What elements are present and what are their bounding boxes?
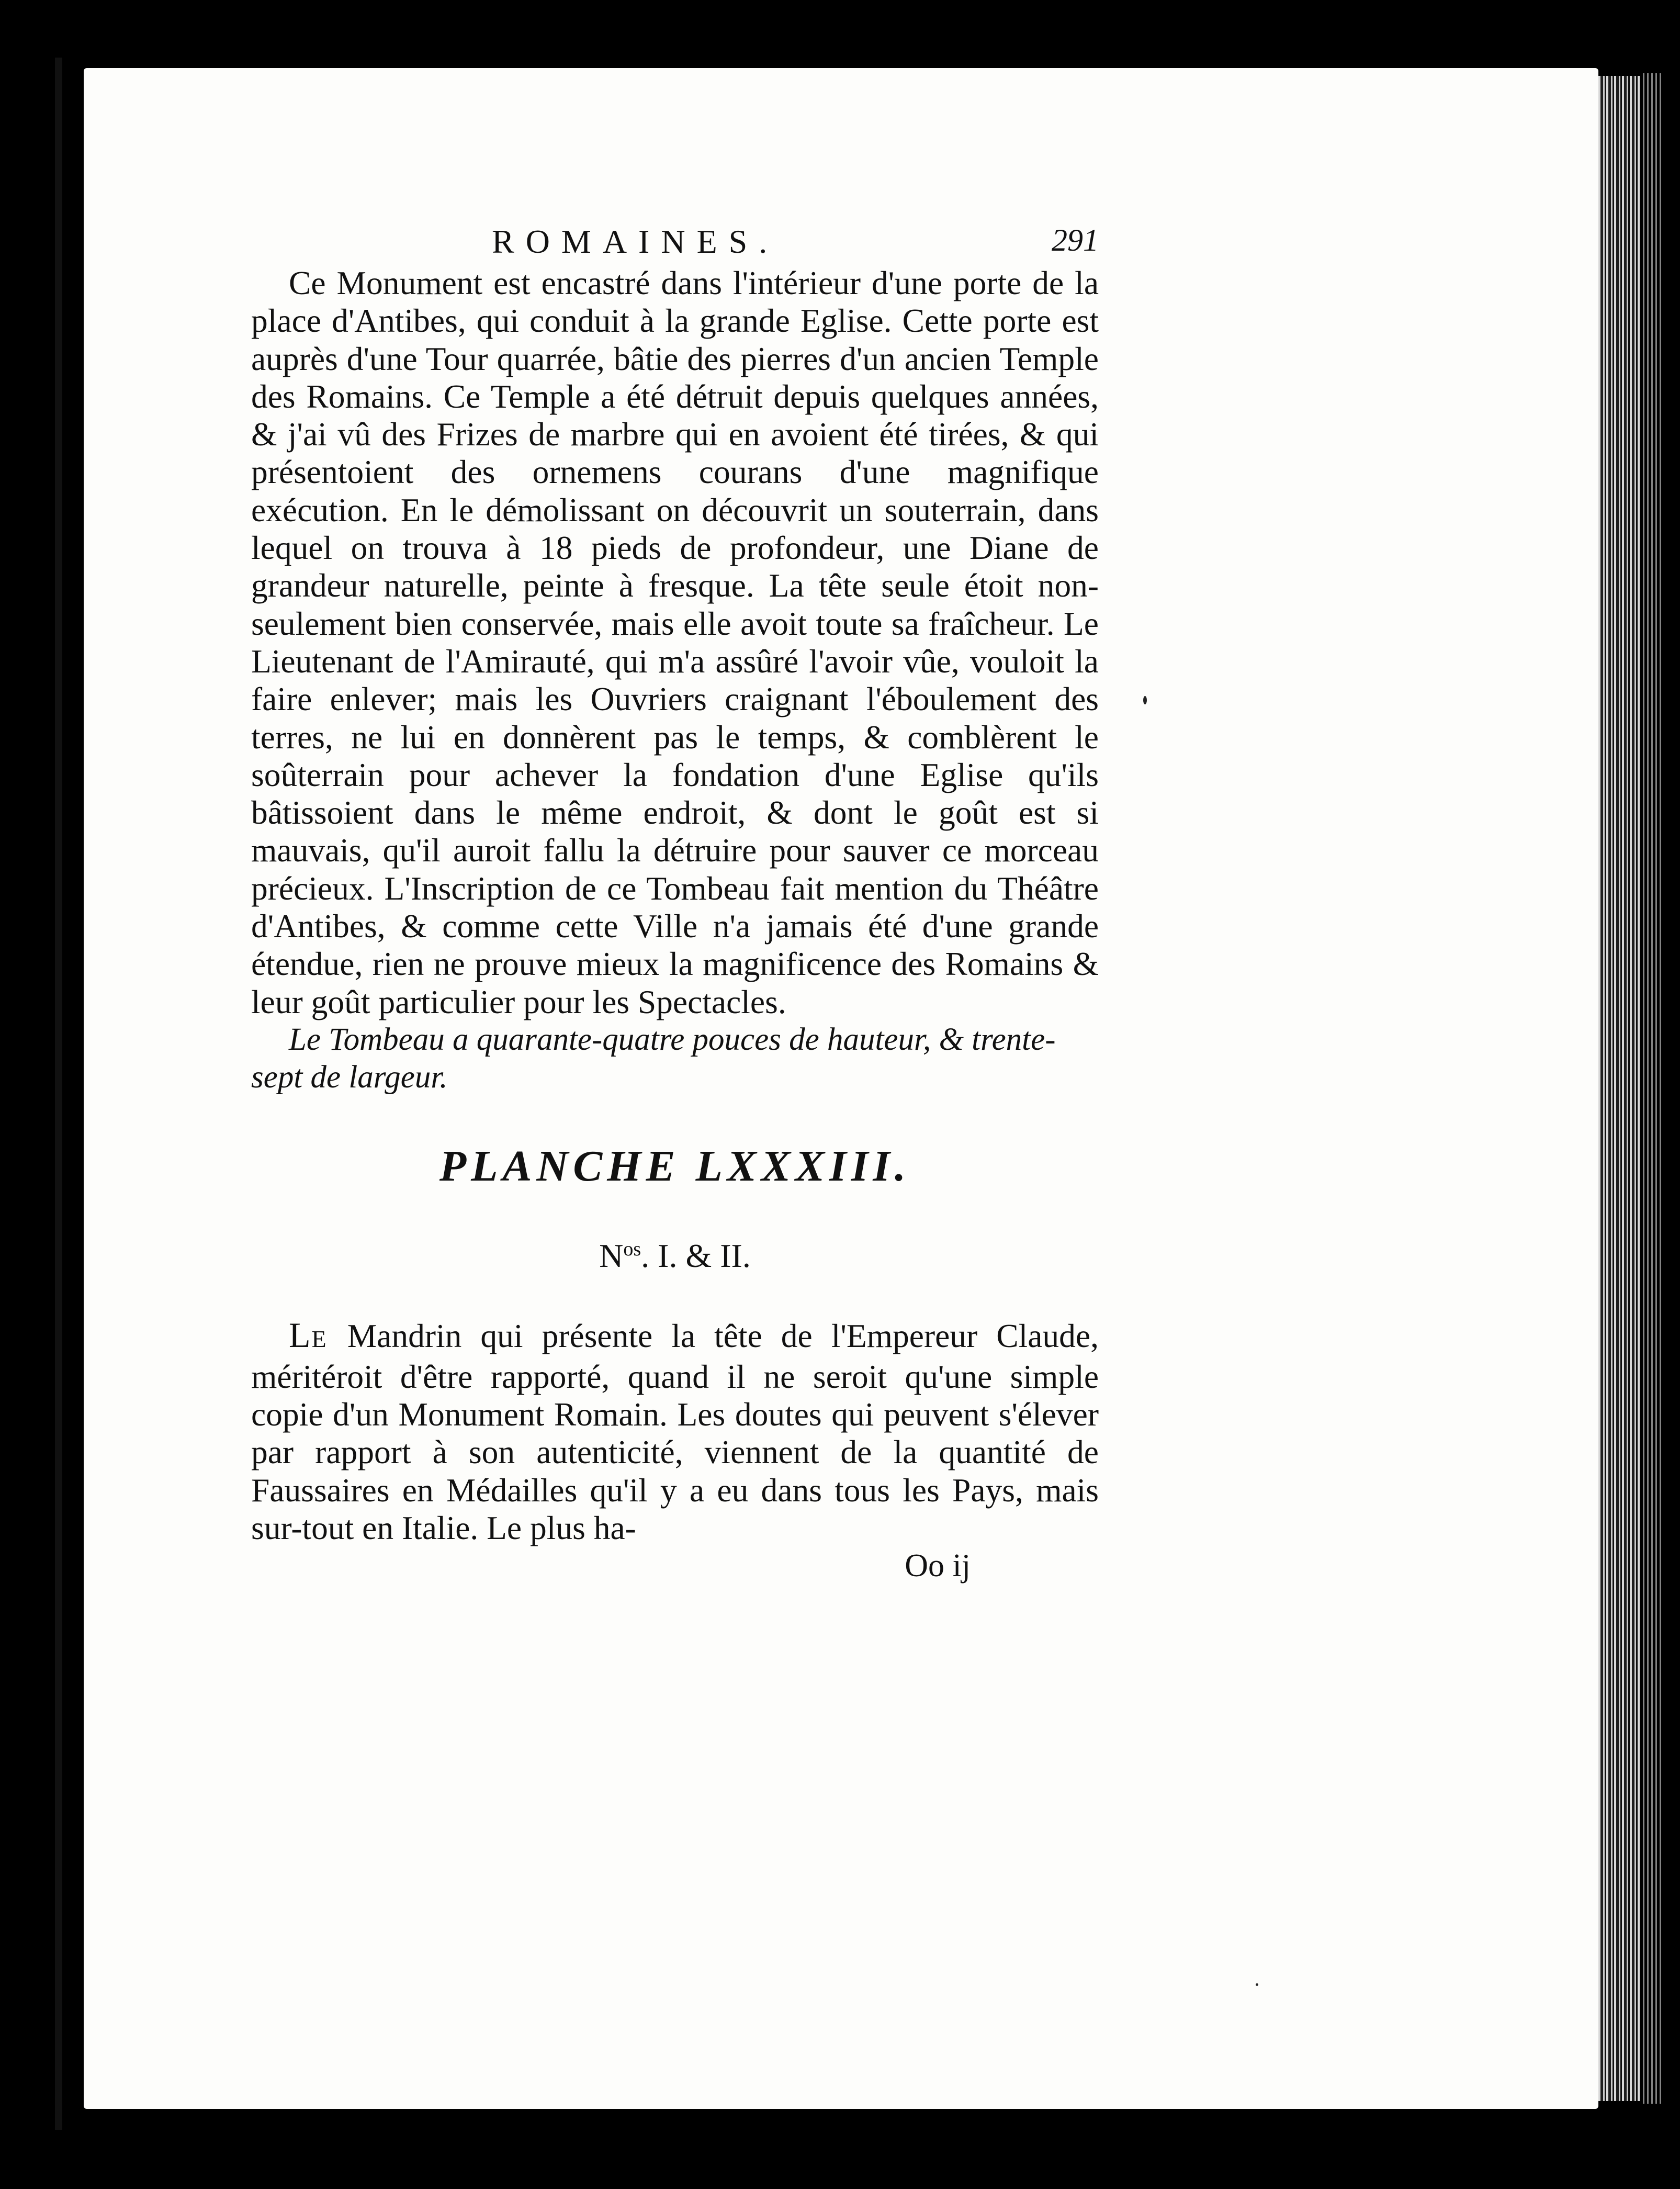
page-edges	[1598, 76, 1640, 2101]
ink-speck	[1143, 696, 1147, 704]
plate-numbers	[251, 1226, 1099, 1279]
paragraph-mandrin	[251, 1316, 1099, 1547]
paragraph-monument: Ce Monument est encastré dans l'intérieur d'une porte de la place d'Antibes, qui conduit à la grande Eglise. Cette porte est auprès d'une Tour quarrée, bâtie des pierres d'un ancien Temple des Romains. Ce Temple a été détruit depuis quelques années, & j'ai vû des Frizes de marbre qui en avoient été tirées, & qui présentoient des ornemens courans d'une magnifique exécution. En le démolissant on découvrit un souterrain, dans lequel on trouva à 18 pieds de profondeur, une Diane de grandeur naturelle, peinte à fresque. La tête seule étoit non-seulement bien conservée, mais elle avoit toute sa fraîcheur. Le Lieutenant de l'Amirauté, qui m'a assûré l'avoir vûe, vouloit la faire enlever; mais les Ouvriers craignant l'éboulement des terres, ne lui en donnèrent pas le temps, & comblèrent le soûterrain pour achever la fondation d'une Eglise qu'ils bâtissoient dans le même endroit, & dont le goût est si mauvais, qu'il auroit fallu la détruire pour sauver ce morceau précieux. L'Inscription de ce Tombeau fait mention du Théâtre d'Antibes, & comme cette Ville n'a jamais été d'une grande étendue, rien ne prouve mieux la magnificence des Romains & leur goût particulier pour les Spectacles.	[251, 264, 1099, 1020]
page-number: 291	[1052, 223, 1099, 257]
page-text-block	[251, 222, 1099, 1585]
spine-shadow	[55, 58, 62, 2130]
page-edges-outer	[1643, 73, 1664, 2104]
plate-numbers-rest: . I. & II.	[641, 1237, 751, 1274]
plate-heading: PLANCHE LXXXIII.	[439, 1141, 911, 1191]
dimensions-note: Le Tombeau a quarante-quatre pouces de hauteur, & trente-sept de largeur.	[251, 1021, 1056, 1095]
plate-numbers-prefix: N	[599, 1237, 624, 1274]
running-head-title: ROMAINES.	[492, 223, 779, 260]
paragraph-mandrin-text: Mandrin qui présente la tête de l'Empereur Claude, méritéroit d'être rapporté, quand il ne seroit qu'une simple copie d'un Monument Romain. Les doutes qui peuvent s'élever par rapport à son autenticité, viennent de la quantité de Faussaires en Médailles qu'il y a eu dans tous les Pays, mais sur-tout en Italie. Le plus ha-	[251, 1317, 1099, 1547]
running-head	[251, 222, 1099, 264]
plate-numbers-superscript: os	[623, 1238, 641, 1260]
ink-speck	[1256, 1983, 1258, 1986]
initial-letter: L	[289, 1315, 312, 1355]
signature-mark: Oo ij	[905, 1548, 971, 1584]
initial-small-capital: E	[311, 1325, 326, 1352]
